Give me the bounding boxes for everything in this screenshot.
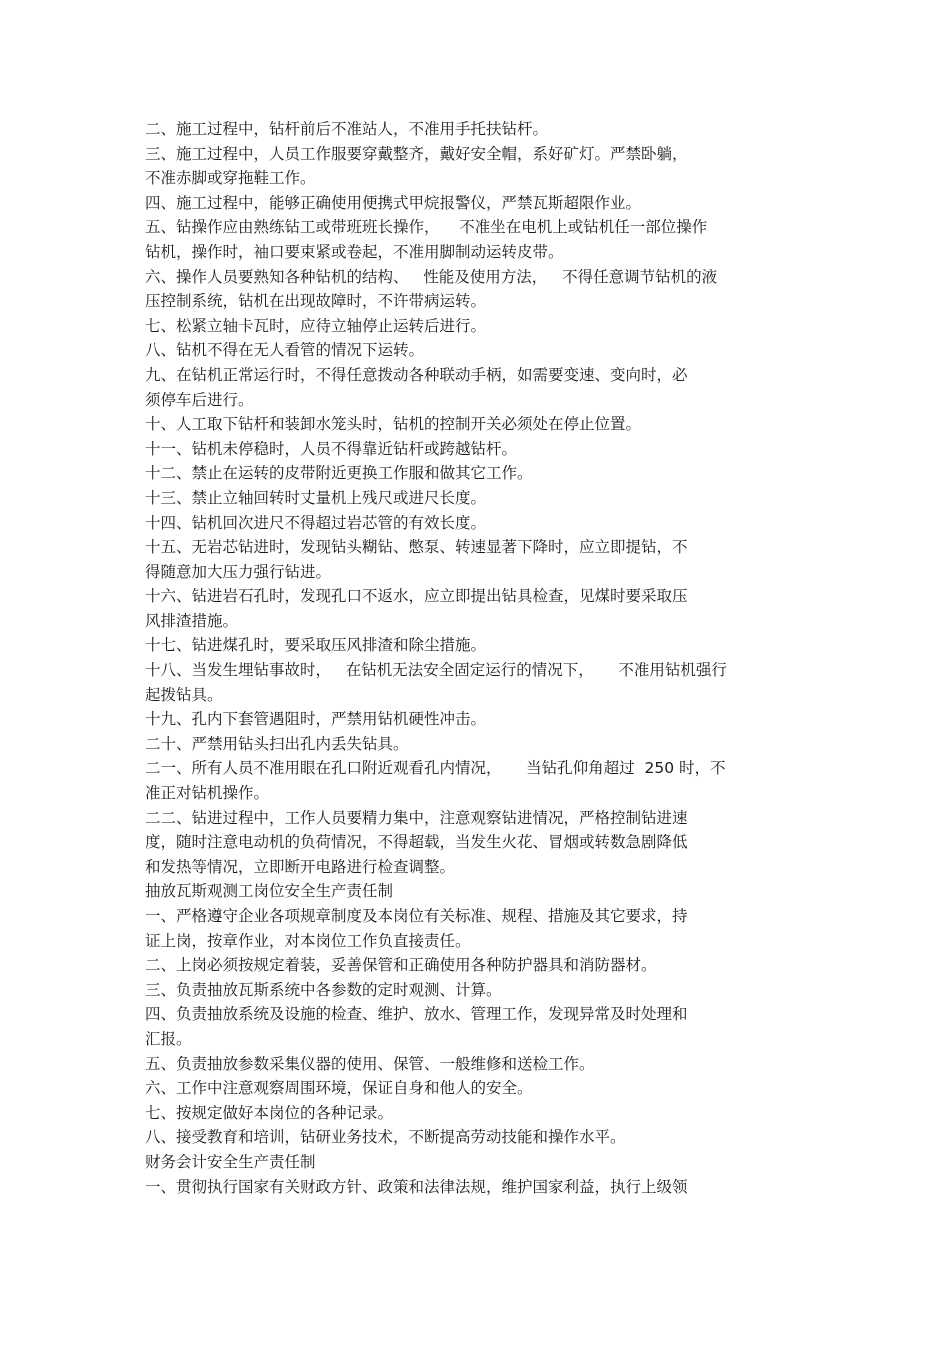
text-line: 五、钻操作应由熟练钻工或带班班长操作， 不准坐在电机上或钻机任一部位操作 xyxy=(145,218,708,237)
text-line: 十八、当发生埋钻事故时， 在钻机无法安全固定运行的情况下， 不准用钻机强行 xyxy=(145,661,727,680)
text-line: 得随意加大压力强行钻进。 xyxy=(145,562,332,581)
text-line: 六、工作中注意观察周围环境，保证自身和他人的安全。 xyxy=(145,1079,533,1098)
text-line: 度，随时注意电动机的负荷情况，不得超载，当发生火花、冒烟或转数急剧降低 xyxy=(145,833,688,852)
text-line: 须停车后进行。 xyxy=(145,390,254,409)
section-heading: 财务会计安全生产责任制 xyxy=(145,1152,316,1171)
text-line: 十六、钻进岩石孔时，发现孔口不返水，应立即提出钻具检查，见煤时要采取压 xyxy=(145,587,688,606)
text-line: 起拨钻具。 xyxy=(145,685,223,704)
text-line: 钻机，操作时，袖口要束紧或卷起，不准用脚制动运转皮带。 xyxy=(145,242,564,261)
text-line: 准正对钻机操作。 xyxy=(145,784,270,803)
text-line: 二、上岗必须按规定着装，妥善保管和正确使用各种防护器具和消防器材。 xyxy=(145,956,657,975)
text-line: 二、施工过程中，钻杆前后不准站人，不准用手托扶钻杆。 xyxy=(145,120,549,138)
text-line: 十二、禁止在运转的皮带附近更换工作服和做其它工作。 xyxy=(145,464,533,483)
text-line: 九、在钻机正常运行时，不得任意拨动各种联动手柄，如需要变速、变向时，必 xyxy=(145,365,688,384)
text-line: 风排渣措施。 xyxy=(145,611,239,630)
text-line: 十三、禁止立轴回转时丈量机上残尺或进尺长度。 xyxy=(145,488,487,507)
text-line: 一、贯彻执行国家有关财政方针、政策和法律法规，维护国家利益，执行上级领 xyxy=(145,1177,688,1196)
section-heading: 抽放瓦斯观测工岗位安全生产责任制 xyxy=(145,882,394,901)
text-line: 不准赤脚或穿拖鞋工作。 xyxy=(145,169,316,188)
text-line: 十五、无岩芯钻进时，发现钻头糊钻、憋泵、转速显著下降时，应立即提钻，不 xyxy=(145,538,688,557)
text-line: 四、施工过程中，能够正确使用便携式甲烷报警仪，严禁瓦斯超限作业。 xyxy=(145,193,642,212)
text-line: 七、松紧立轴卡瓦时，应待立轴停止运转后进行。 xyxy=(145,316,487,335)
text-line: 二十、严禁用钻头扫出孔内丢失钻具。 xyxy=(145,734,409,753)
text-line: 十七、钻进煤孔时，要采取压风排渣和除尘措施。 xyxy=(145,636,487,655)
text-line: 和发热等情况，立即断开电路进行检查调整。 xyxy=(145,857,456,876)
text-line: 一、严格遵守企业各项规章制度及本岗位有关标准、规程、措施及其它要求，持 xyxy=(145,907,688,925)
text-line: 二二、钻进过程中，工作人员要精力集中，注意观察钻进情况，严格控制钻进速 xyxy=(145,808,688,827)
text-line: 十一、钻机未停稳时，人员不得靠近钻杆或跨越钻杆。 xyxy=(145,439,518,458)
text-line: 八、钻机不得在无人看管的情况下运转。 xyxy=(145,341,425,360)
text-line: 证上岗，按章作业，对本岗位工作负直接责任。 xyxy=(145,931,471,950)
text-line: 二一、所有人员不准用眼在孔口附近观看孔内情况， 当钻孔仰角超过 250 时，不 xyxy=(145,759,726,778)
document-body xyxy=(145,117,825,1199)
text-line: 七、按规定做好本岗位的各种记录。 xyxy=(145,1103,394,1122)
text-line: 汇报。 xyxy=(145,1029,192,1048)
text-line: 三、施工过程中，人员工作服要穿戴整齐，戴好安全帽，系好矿灯。严禁卧躺， xyxy=(145,144,688,163)
text-line: 六、操作人员要熟知各种钻机的结构、 性能及使用方法， 不得任意调节钻机的液 xyxy=(145,267,718,286)
text-line: 四、负责抽放系统及设施的检查、维护、放水、管理工作，发现异常及时处理和 xyxy=(145,1005,688,1024)
text-line: 三、负责抽放瓦斯系统中各参数的定时观测、计算。 xyxy=(145,980,502,999)
text-line: 十、人工取下钻杆和装卸水笼头时，钻机的控制开关必须处在停止位置。 xyxy=(145,415,642,434)
text-line: 八、接受教育和培训，钻研业务技术，不断提高劳动技能和操作水平。 xyxy=(145,1128,626,1147)
text-line: 十四、钻机回次进尺不得超过岩芯管的有效长度。 xyxy=(145,513,487,532)
text-line: 压控制系统，钻机在出现故障时，不许带病运转。 xyxy=(145,292,487,311)
text-line: 五、负责抽放参数采集仪器的使用、保管、一般维修和送检工作。 xyxy=(145,1054,595,1073)
text-line: 十九、孔内下套管遇阻时，严禁用钻机硬性冲击。 xyxy=(145,710,487,729)
